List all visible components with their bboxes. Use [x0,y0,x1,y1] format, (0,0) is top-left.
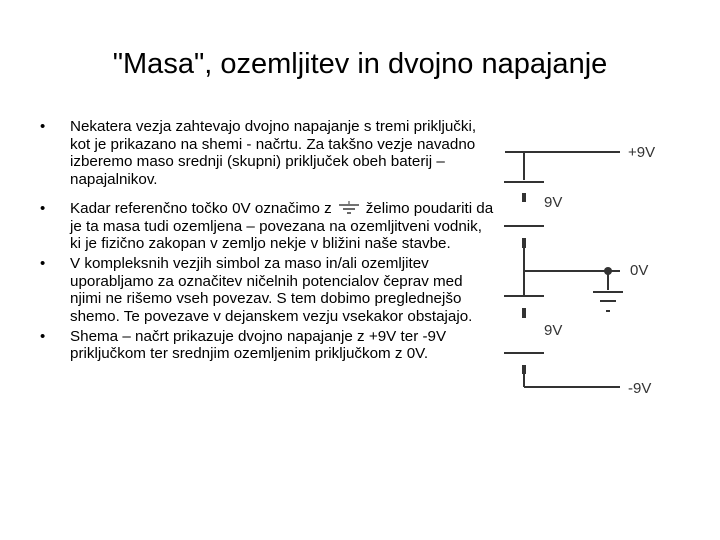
label-minus-9v: -9V [628,380,652,397]
bullet-marker: • [40,199,46,217]
label-battery-bottom: 9V [544,322,563,339]
bullet-item [40,255,495,326]
bullet-text-continued: želimo poudariti da je ta masa tudi ozemljena – povezana na ozemljitveni vodnik, ki je fizično zakopan v zemljo nekje v bližini naše stavbe. [70,199,494,253]
dual-supply-diagram [500,138,690,398]
bullet-item [40,200,495,253]
bullet-marker: • [40,118,46,135]
bullet-list [40,118,495,363]
label-plus-9v: +9V [628,144,656,161]
bullet-marker: • [40,327,46,345]
label-zero-v: 0V [630,262,649,279]
junction-dot-icon [604,267,612,275]
battery-symbol-icon [504,296,544,374]
bullet-marker: • [40,254,46,272]
bullet-text: Kadar referenčno točko 0V označimo z [70,199,332,217]
bullet-text: Nekatera vezja zahtevajo dvojno napajanje s tremi priključki, kot je prikazano na shemi - načrtu. Za takšno vezje navadno izberemo maso srednji (skupni) priključek obeh baterij – napajalnikov. [70,118,477,189]
bullet-text: V kompleksnih vezjih simbol za maso in/ali ozemljitev uporabljamo za označitev ničelnih potencialov čeprav med njimi ne rišemo vseh povezav. S tem dobimo preglednejšo shemo. Te povezave v dejanskem vezju vsekakor obstajajo. [70,254,473,326]
ground-symbol-icon [593,292,623,311]
bullet-item [40,118,495,189]
battery-symbol-icon [504,182,544,248]
bullet-text: Shema – načrt prikazuje dvojno napajanje z +9V ter -9V priključkom ter srednjim ozemljenim priključkom z 0V. [70,327,447,363]
slide-title: "Masa", ozemljitev in dvojno napajanje [112,48,608,80]
label-battery-top: 9V [544,194,563,211]
bullet-item [40,328,495,363]
ground-symbol-icon [332,201,366,215]
circuit-schematic [500,138,690,398]
